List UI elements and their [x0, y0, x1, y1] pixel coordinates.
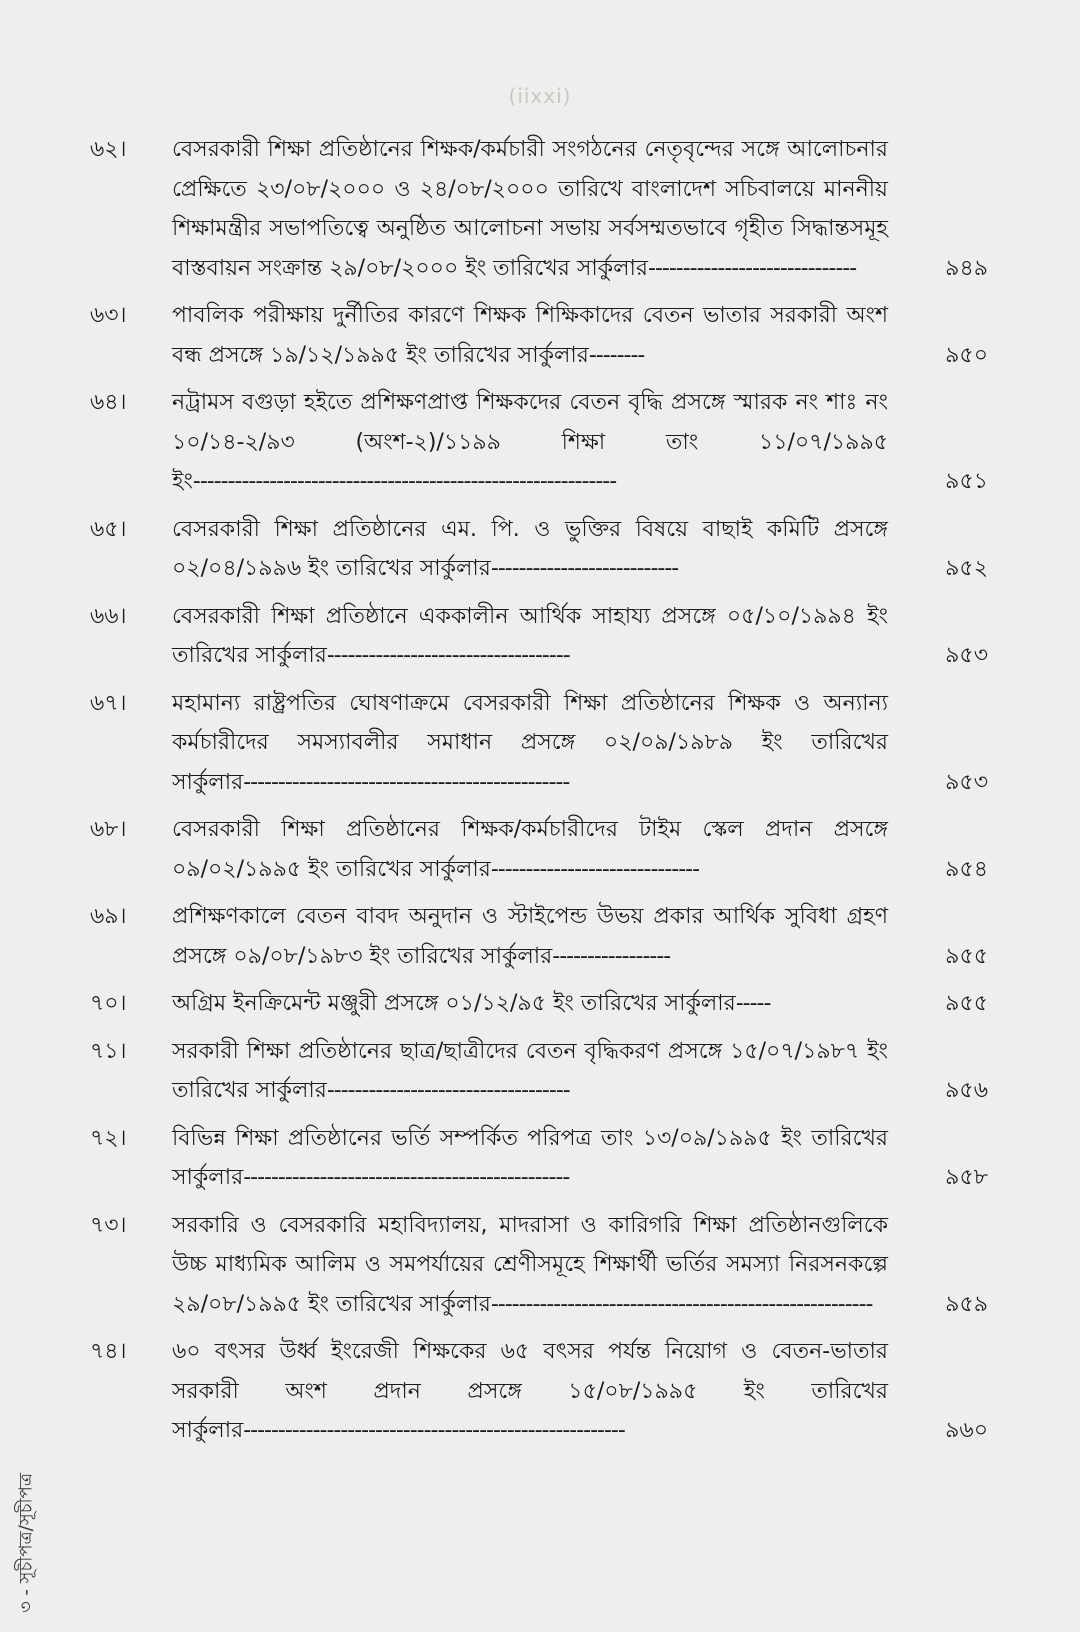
entry-number: ৭০। [90, 991, 127, 1016]
dot-leader: ----------------------------------- [326, 643, 570, 668]
entry-number: ৬৬। [90, 603, 127, 629]
entry-page-number: ৯৫৫ [945, 943, 988, 969]
entry-text: প্রশিক্ষণকালে বেতন বাবদ অনুদান ও স্টাইপেন্ড উভয় প্রকার আর্থিক সুবিধা গ্রহণ প্রসঙ্গে ০৯/০৮/১৯৮৩ ইং তারিখের সার্কুলার [172, 904, 888, 969]
toc-entry [90, 684, 995, 803]
entry-number: ৬৭। [90, 690, 127, 716]
entry-page-number: ৯৫০ [945, 342, 988, 368]
entry-text: বিভিন্ন শিক্ষা প্রতিষ্ঠানের ভর্তি সম্পর্কিত পরিপত্র তাং ১৩/০৯/১৯৯৫ ইং তারিখের সার্কুলার [172, 1125, 888, 1190]
dot-leader: ------------------------------------------------------- [490, 1291, 873, 1317]
entry-page-number: ৯৫৫ [945, 991, 988, 1016]
dot-leader: --------------------------- [490, 556, 679, 581]
entry-title [172, 510, 888, 589]
entry-title [172, 1119, 888, 1198]
entry-title [172, 1332, 888, 1451]
entry-page-number: ৯৫৯ [945, 1291, 988, 1317]
toc-entry [90, 597, 995, 676]
entry-page-number: ৯৪৯ [945, 255, 988, 281]
side-note [12, 1472, 42, 1614]
side-note-text: ৩ - সূচীপত্র/সূচীপত্র [15, 1472, 37, 1614]
entry-page-number: ৯৫৩ [945, 643, 988, 668]
dot-leader: ------------------------------ [490, 856, 700, 882]
entry-text: সরকারি ও বেসরকারি মহাবিদ্যালয়, মাদরাসা ও কারিগরি শিক্ষা প্রতিষ্ঠানগুলিকে উচ্চ মাধ্যমিক আলিম ও সমপর্যায়ের শ্রেণীসমূহে শিক্ষার্থী ভর্তির সমস্যা নিরসনকল্পে ২৯/০৮/১৯৯৫ ইং তারিখের সার্কুলার [172, 1212, 888, 1317]
entry-page-number: ৯৫৩ [945, 769, 988, 795]
entry-number: ৬৪। [90, 390, 127, 415]
dot-leader: ----------------------------------------------- [243, 769, 570, 795]
toc-entry [90, 130, 995, 288]
entry-title [172, 897, 888, 976]
entry-title [172, 984, 888, 1024]
toc-entry [90, 296, 995, 375]
entry-text: নট্রামস বগুড়া হইতে প্রশিক্ষণপ্রাপ্ত শিক্ষকদের বেতন বৃদ্ধি প্রসঙ্গে স্মারক নং শাঃ নং ১০/১৪-২/৯৩ (অংশ-২)/১১৯৯ শিক্ষা তাং ১১/০৭/১৯৯৫ ইং [172, 390, 888, 494]
entry-number: ৭৩। [90, 1212, 127, 1238]
entry-number: ৭১। [90, 1038, 127, 1064]
entry-page-number: ৯৫৮ [945, 1165, 988, 1190]
entry-number: ৬৫। [90, 516, 127, 542]
toc-entry [90, 1119, 995, 1198]
page-header: (iixxi) [508, 84, 572, 108]
dot-leader: ----------------------------------- [326, 1078, 570, 1103]
entry-page-number: ৯৬০ [945, 1418, 988, 1443]
entry-title [172, 597, 888, 676]
entry-page-number: ৯৫৬ [945, 1078, 988, 1103]
entry-number: ৬৩। [90, 303, 127, 328]
toc-entry [90, 383, 995, 502]
entry-text: ৬০ বৎসর উর্ধ্ব ইংরেজী শিক্ষকের ৬৫ বৎসর পর্যন্ত নিয়োগ ও বেতন-ভাতার সরকারী অংশ প্রদান প্রসঙ্গে ১৫/০৮/১৯৯৫ ইং তারিখের সার্কুলার [172, 1339, 888, 1443]
entry-title [172, 1032, 888, 1111]
entry-number: ৭৪। [90, 1339, 127, 1364]
entry-number: ৬৮। [90, 817, 127, 842]
entry-title [172, 684, 888, 803]
dot-leader: -------- [588, 342, 645, 368]
toc-entry [90, 510, 995, 589]
table-of-contents [90, 130, 995, 1459]
entry-title [172, 383, 888, 502]
toc-entry [90, 810, 995, 889]
toc-entry [90, 1032, 995, 1111]
dot-leader: ----------------- [552, 943, 671, 969]
toc-entry [90, 984, 995, 1024]
entry-text: মহামান্য রাষ্ট্রপতির ঘোষণাক্রমে বেসরকারী শিক্ষা প্রতিষ্ঠানের শিক্ষক ও অন্যান্য কর্মচারীদের সমস্যাবলীর সমাধান প্রসঙ্গে ০২/০৯/১৯৮৯ ইং তারিখের সার্কুলার [172, 690, 888, 795]
entry-text: বেসরকারী শিক্ষা প্রতিষ্ঠানের এম. পি. ও ভুক্তির বিষয়ে বাছাই কমিটি প্রসঙ্গে ০২/০৪/১৯৯৬ ইং তারিখের সার্কুলার [172, 516, 888, 581]
entry-text: বেসরকারী শিক্ষা প্রতিষ্ঠানে এককালীন আর্থিক সাহায্য প্রসঙ্গে ০৫/১০/১৯৯৪ ইং তারিখের সার্কুলার [172, 603, 888, 668]
entry-text: বেসরকারী শিক্ষা প্রতিষ্ঠানের শিক্ষক/কর্মচারী সংগঠনের নেতৃবৃন্দের সঙ্গে আলোচনার প্রেক্ষিতে ২৩/০৮/২০০০ ও ২৪/০৮/২০০০ তারিখে বাংলাদেশ সচিবালয়ে মাননীয় শিক্ষামন্ত্রীর সভাপতিত্বে অনুষ্ঠিত আলোচনা সভায় সর্বসম্মতভাবে গৃহীত সিদ্ধান্তসমূহ বাস্তবায়ন সংক্রান্ত ২৯/০৮/২০০০ ইং তারিখের সার্কুলার [172, 137, 888, 281]
entry-page-number: ৯৫১ [945, 469, 988, 494]
entry-text: অগ্রিম ইনক্রিমেন্ট মঞ্জুরী প্রসঙ্গে ০১/১২/৯৫ ইং তারিখের সার্কুলার [172, 991, 736, 1016]
toc-entry [90, 897, 995, 976]
dot-leader: ------------------------------ [648, 255, 857, 281]
toc-entry [90, 1206, 995, 1325]
entry-title [172, 810, 888, 889]
dot-leader: ----- [735, 991, 771, 1016]
entry-title [172, 130, 888, 288]
entry-title [172, 296, 888, 375]
entry-number: ৭২। [90, 1125, 127, 1151]
entry-page-number: ৯৫৪ [945, 856, 988, 882]
dot-leader: ------------------------------------------------------------- [192, 469, 617, 494]
toc-entry [90, 1332, 995, 1451]
entry-number: ৬২। [90, 137, 127, 162]
entry-page-number: ৯৫২ [945, 556, 988, 581]
entry-number: ৬৯। [90, 904, 127, 929]
entry-text: সরকারী শিক্ষা প্রতিষ্ঠানের ছাত্র/ছাত্রীদের বেতন বৃদ্ধিকরণ প্রসঙ্গে ১৫/০৭/১৯৮৭ ইং তারিখের সার্কুলার [172, 1038, 888, 1103]
dot-leader: ------------------------------------------------------- [243, 1418, 625, 1443]
entry-text: পাবলিক পরীক্ষায় দুর্নীতির কারণে শিক্ষক শিক্ষিকাদের বেতন ভাতার সরকারী অংশ বন্ধ প্রসঙ্গে ১৯/১২/১৯৯৫ ইং তারিখের সার্কুলার [172, 303, 888, 368]
entry-text: বেসরকারী শিক্ষা প্রতিষ্ঠানের শিক্ষক/কর্মচারীদের টাইম স্কেল প্রদান প্রসঙ্গে ০৯/০২/১৯৯৫ ইং তারিখের সার্কুলার [172, 817, 888, 882]
entry-title [172, 1206, 888, 1325]
dot-leader: ----------------------------------------------- [243, 1165, 570, 1190]
